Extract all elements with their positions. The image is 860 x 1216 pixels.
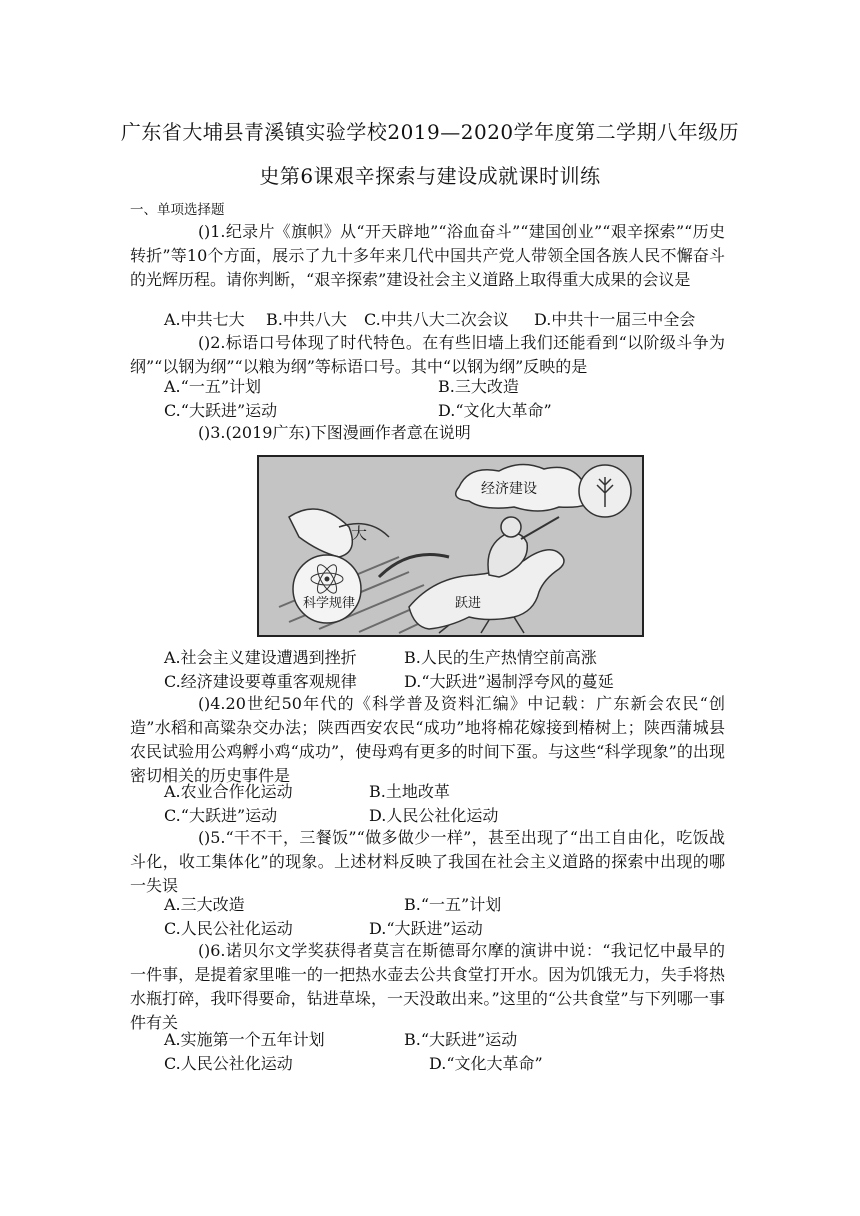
q4-option-b: B.土地改革 bbox=[369, 782, 450, 801]
document-title-line-1: 广东省大埔县青溪镇实验学校2019—2020学年度第二学期八年级历 bbox=[120, 120, 740, 144]
q1-option-c: C.中共八大二次会议 bbox=[364, 310, 509, 329]
answer-paren: ( bbox=[198, 333, 205, 352]
cartoon-horse-text: 跃进 bbox=[455, 596, 482, 611]
q1-option-b: B.中共八大 bbox=[266, 310, 347, 329]
question-2-stem: )2.标语口号体现了时代特色。在有些旧墙上我们还能看到“以阶级斗争为纲”“以钢为纲”“以粮为纲”等标语口号。其中“以钢为纲”反映的是 bbox=[130, 333, 725, 376]
q6-option-b: B.“大跃进”运动 bbox=[404, 1030, 518, 1049]
answer-paren: ( bbox=[198, 222, 205, 241]
q3-option-d: D.“大跃进”遏制浮夸风的蔓延 bbox=[404, 672, 614, 691]
question-4 bbox=[130, 692, 725, 788]
question-2-options bbox=[164, 375, 734, 423]
q2-option-b: B.三大改造 bbox=[438, 377, 519, 396]
q1-option-d: D.中共十一届三中全会 bbox=[534, 310, 696, 329]
q2-option-d: D.“文化大革命” bbox=[438, 401, 552, 420]
q6-option-d: D.“文化大革命” bbox=[429, 1054, 543, 1073]
q2-option-c: C.“大跃进”运动 bbox=[164, 401, 278, 420]
q2-option-a: A.“一五”计划 bbox=[164, 377, 262, 396]
question-2 bbox=[130, 331, 725, 379]
cartoon-image bbox=[257, 455, 644, 637]
question-5 bbox=[130, 826, 725, 898]
q3-option-a: A.社会主义建设遭遇到挫折 bbox=[164, 648, 357, 667]
q5-option-a: A.三大改造 bbox=[164, 895, 245, 914]
question-6-options bbox=[164, 1028, 734, 1076]
q3-option-b: B.人民的生产热情空前高涨 bbox=[404, 648, 597, 667]
answer-paren: ( bbox=[198, 941, 205, 960]
question-3-stem: )3.(2019广东)下图漫画作者意在说明 bbox=[204, 423, 471, 442]
section-heading: 一、单项选择题 bbox=[130, 202, 225, 218]
q5-option-b: B.“一五”计划 bbox=[404, 895, 502, 914]
question-6-stem: )6.诺贝尔文学奖获得者莫言在斯德哥尔摩的演讲中说：“我记忆中最早的一件事，是提着家里唯一的一把热水壶去公共食堂打开水。因为饥饿无力，失手将热水瓶打碎，我吓得要命，钻进草垛，一天没敢出来。”这里的“公共食堂”与下列哪一事件有关 bbox=[130, 941, 725, 1032]
q1-option-a: A.中共七大 bbox=[164, 310, 245, 329]
document-title-line-2: 史第6课艰辛探索与建设成就课时训练 bbox=[259, 164, 601, 188]
answer-paren: ( bbox=[198, 694, 205, 713]
q3-option-c: C.经济建设要尊重客观规律 bbox=[164, 672, 357, 691]
answer-paren: ( bbox=[198, 828, 205, 847]
answer-paren: ( bbox=[198, 423, 205, 442]
question-3-options bbox=[164, 646, 734, 694]
question-1-options bbox=[164, 308, 734, 332]
q4-option-a: A.农业合作化运动 bbox=[164, 782, 293, 801]
cartoon-cloud-text: 经济建设 bbox=[481, 481, 537, 497]
question-4-stem: )4.20世纪50年代的《科学普及资料汇编》中记载：广东新会农民“创造”水稻和高粱杂交办法；陕西西安农民“成功”地将棉花嫁接到椿树上；陕西蒲城县农民试验用公鸡孵小鸡“成功”，使母鸡有更多的时间下蛋。与这些“科学现象”的出现密切相关的历史事件是 bbox=[130, 694, 725, 785]
q4-option-d: D.人民公社化运动 bbox=[369, 806, 499, 825]
question-5-options bbox=[164, 893, 734, 941]
q6-option-a: A.实施第一个五年计划 bbox=[164, 1030, 325, 1049]
question-1 bbox=[130, 220, 725, 292]
cartoon-flag-text: 大 bbox=[351, 524, 368, 543]
q6-option-c: C.人民公社化运动 bbox=[164, 1054, 293, 1073]
question-5-stem: )5.“干不干，三餐饭”“做多做少一样”，甚至出现了“出工自由化，吃饭战斗化，收工集体化”的现象。上述材料反映了我国在社会主义道路的探索中出现的哪一失误 bbox=[130, 828, 725, 895]
question-1-stem: )1.纪录片《旗帜》从“开天辟地”“浴血奋斗”“建国创业”“艰辛探索”“历史转折”等10个方面，展示了九十多年来几代中国共产党人带领全国各族人民不懈奋斗的光辉历程。请你判断，“艰辛探索”建设社会主义道路上取得重大成果的会议是 bbox=[130, 222, 725, 289]
q5-option-d: D.“大跃进”运动 bbox=[369, 919, 483, 938]
q5-option-c: C.人民公社化运动 bbox=[164, 919, 293, 938]
question-3 bbox=[130, 421, 725, 445]
question-4-options bbox=[164, 780, 734, 828]
cartoon-ball-text: 科学规律 bbox=[303, 596, 356, 611]
q4-option-c: C.“大跃进”运动 bbox=[164, 806, 278, 825]
question-6 bbox=[130, 939, 725, 1035]
